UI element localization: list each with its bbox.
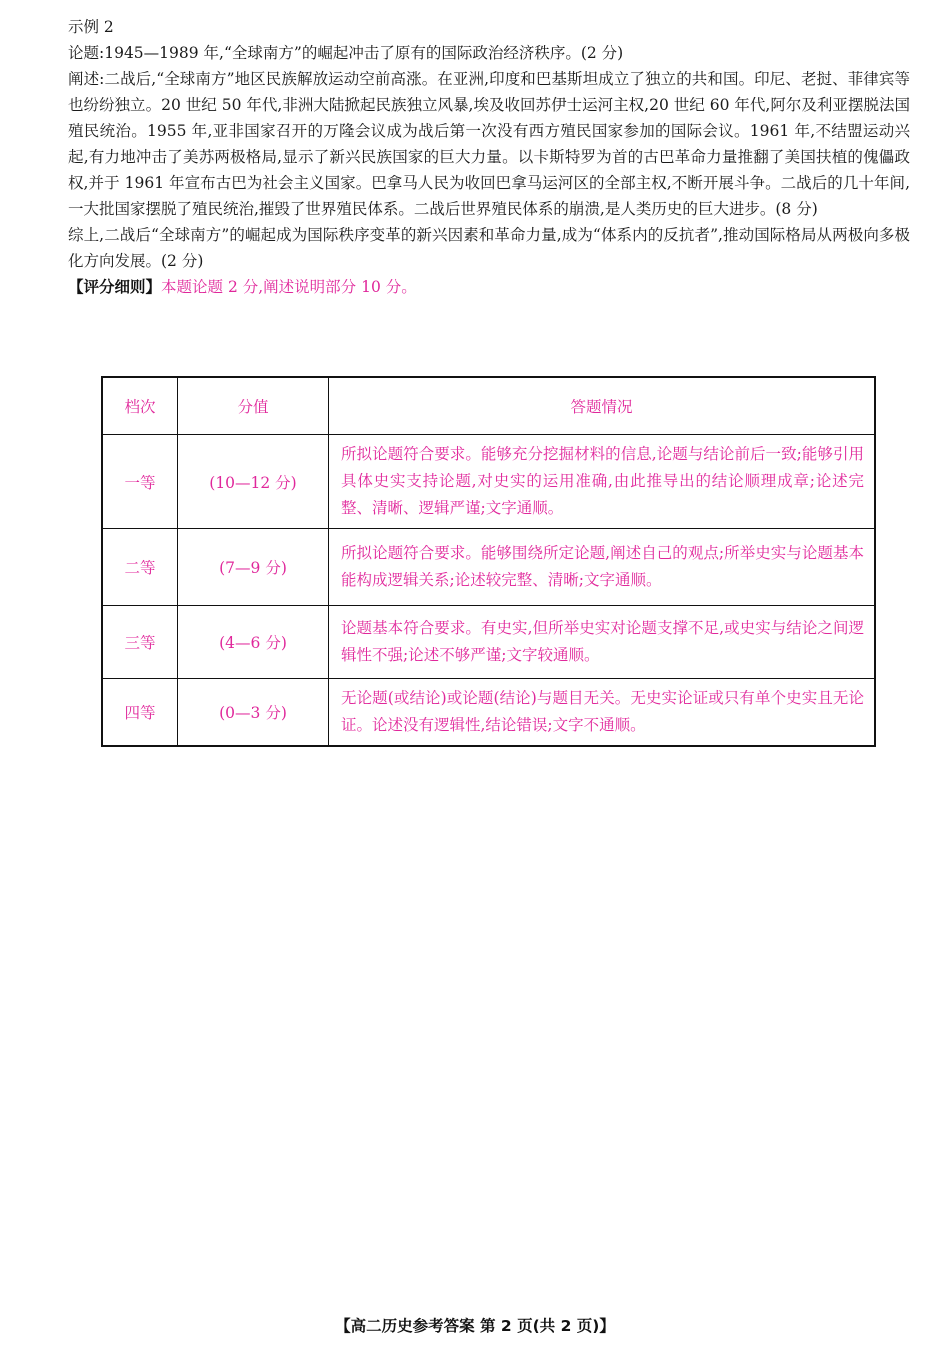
row-score: (7—9 分) xyxy=(178,529,329,606)
table-row xyxy=(102,679,875,747)
table-row xyxy=(102,435,875,529)
row-level: 一等 xyxy=(102,435,178,529)
rubric-summary: 本题论题 2 分,阐述说明部分 10 分。 xyxy=(161,278,417,296)
answer-content xyxy=(68,14,910,300)
rubric-label: 【评分细则】 xyxy=(68,278,162,296)
rubric-header-row xyxy=(102,377,875,435)
row-score: (4—6 分) xyxy=(178,606,329,679)
example-label: 示例 2 xyxy=(68,18,114,36)
row-score: (0—3 分) xyxy=(178,679,329,747)
row-level: 四等 xyxy=(102,679,178,747)
row-level: 三等 xyxy=(102,606,178,679)
row-criteria: 论题基本符合要求。有史实,但所举史实对论题支撑不足,或史实与结论之间逻辑性不强;论述不够严谨;文字较通顺。 xyxy=(329,606,876,679)
row-score: (10—12 分) xyxy=(178,435,329,529)
row-criteria: 所拟论题符合要求。能够充分挖掘材料的信息,论题与结论前后一致;能够引用具体史实支持论题,对史实的运用准确,由此推导出的结论顺理成章;论述完整、清晰、逻辑严谨;文字通顺。 xyxy=(329,435,876,529)
table-row xyxy=(102,606,875,679)
table-row xyxy=(102,529,875,606)
rubric-heading xyxy=(68,274,910,300)
page-footer: 【高二历史参考答案 第 2 页(共 2 页)】 xyxy=(335,1317,615,1335)
header-criteria: 答题情况 xyxy=(329,377,876,435)
conclusion-paragraph: 综上,二战后“全球南方”的崛起成为国际秩序变革的新兴因素和革命力量,成为“体系内的反抗者”,推动国际格局从两极向多极化方向发展。(2 分) xyxy=(68,226,910,270)
row-level: 二等 xyxy=(102,529,178,606)
row-criteria: 所拟论题符合要求。能够围绕所定论题,阐述自己的观点;所举史实与论题基本能构成逻辑关系;论述较完整、清晰;文字通顺。 xyxy=(329,529,876,606)
header-level: 档次 xyxy=(102,377,178,435)
thesis-paragraph: 论题:1945—1989 年,“全球南方”的崛起冲击了原有的国际政治经济秩序。(2 分) xyxy=(68,44,624,62)
row-criteria: 无论题(或结论)或论题(结论)与题目无关。无史实论证或只有单个史实且无论证。论述没有逻辑性,结论错误;文字不通顺。 xyxy=(329,679,876,747)
header-score: 分值 xyxy=(178,377,329,435)
rubric-table xyxy=(101,376,876,747)
elaboration-paragraph: 阐述:二战后,“全球南方”地区民族解放运动空前高涨。在亚洲,印度和巴基斯坦成立了独立的共和国。印尼、老挝、菲律宾等也纷纷独立。20 世纪 50 年代,非洲大陆掀起民族独立风暴,埃及收回苏伊士运河主权,20 世纪 60 年代,阿尔及利亚摆脱法国殖民统治。1955 年,亚非国家召开的万隆会议成为战后第一次没有西方殖民国家参加的国际会议。1961 年,不结盟运动兴起,有力地冲击了美苏两极格局,显示了新兴民族国家的巨大力量。以卡斯特罗为首的古巴革命力量推翻了美国扶植的傀儡政权,并于 1961 年宣布古巴为社会主义国家。巴拿马人民为收回巴拿马运河区的全部主权,不断开展斗争。二战后的几十年间,一大批国家摆脱了殖民统治,摧毁了世界殖民体系。二战后世界殖民体系的崩溃,是人类历史的巨大进步。(8 分) xyxy=(68,70,910,218)
